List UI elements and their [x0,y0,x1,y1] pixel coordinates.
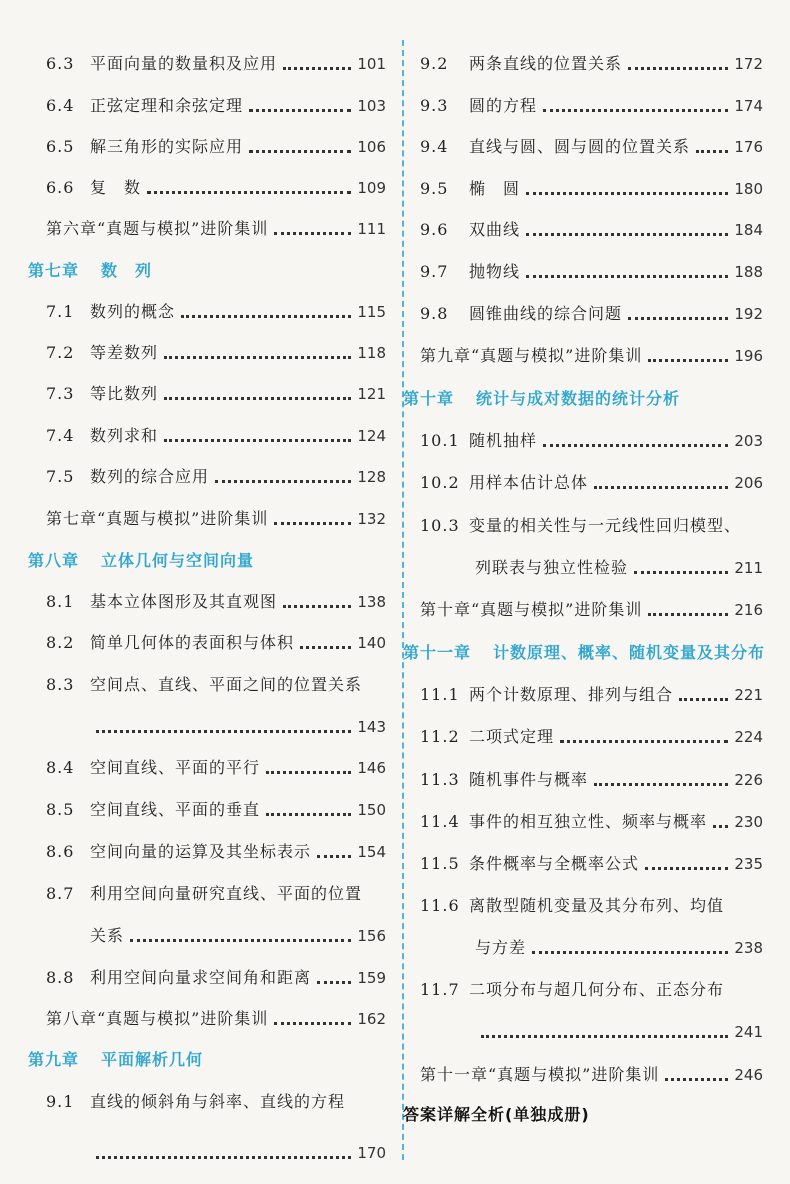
section-title: 空间直线、平面的平行 [90,758,261,777]
section-title: 第六章“真题与模拟”进阶集训 [46,219,269,238]
page-number: 196 [734,347,763,365]
dot-leader [543,109,728,112]
toc-entry[interactable] [420,254,763,282]
chapter-label: 第九章 [28,1050,80,1069]
dot-leader [300,646,351,649]
dot-leader [96,730,351,733]
section-title: 圆锥曲线的综合问题 [469,304,623,323]
chapter-label: 第八章 [28,551,80,570]
chapter-title: 平面解析几何 [101,1050,204,1069]
toc-entry[interactable] [46,170,386,198]
section-number: 11.3 [420,770,460,789]
section-title: 基本立体图形及其直观图 [90,592,278,611]
chapter-heading [28,1044,203,1070]
chapter-title: 立体几何与空间向量 [101,551,255,570]
page-number: 246 [734,1066,763,1084]
chapter-title: 统计与成对数据的统计分析 [476,389,681,408]
toc-entry[interactable] [420,296,763,324]
section-number: 10.2 [420,473,460,492]
section-number: 10.3 [420,516,460,535]
page-number: 146 [357,759,386,777]
toc-entry[interactable] [90,1135,386,1163]
section-title: 平面向量的数量积及应用 [90,54,278,73]
toc-entry[interactable] [420,846,763,874]
page-number: 121 [357,385,386,403]
section-title: 直线的倾斜角与斜率、直线的方程 [90,1092,346,1111]
section-title: 变量的相关性与一元线性回归模型、 [469,516,742,535]
section-number: 8.3 [46,675,75,694]
section-number: 8.4 [46,758,75,777]
toc-entry[interactable] [46,294,386,322]
page-number: 241 [734,1023,763,1041]
page-number: 111 [357,220,386,238]
section-title: 空间直线、平面的垂直 [90,800,261,819]
dot-leader [526,275,728,278]
toc-entry[interactable] [420,423,763,451]
dot-leader [543,444,728,447]
section-title: 等比数列 [90,384,159,403]
chapter-label: 第十一章 [403,643,472,662]
section-number: 7.5 [46,467,75,486]
toc-entry[interactable] [46,418,386,446]
section-number: 6.6 [46,178,75,197]
page-number: 206 [734,474,763,492]
section-title: 第八章“真题与模拟”进阶集训 [46,1009,269,1028]
toc-entry[interactable] [46,88,386,116]
section-number: 11.4 [420,812,460,831]
chapter-heading [403,383,680,409]
dot-leader [147,191,351,194]
page-number: 188 [734,263,763,281]
dot-leader [215,480,351,483]
chapter-heading [28,545,254,571]
page-number: 156 [357,927,386,945]
page-number: 180 [734,180,763,198]
toc-entry[interactable] [46,335,386,363]
section-title: 双曲线 [469,220,521,239]
toc-entry[interactable] [475,1014,763,1042]
dot-leader [266,771,351,774]
toc-entry[interactable] [46,1084,386,1112]
page-number: 143 [357,718,386,736]
section-number: 9.4 [420,137,449,156]
dot-leader [274,232,351,235]
dot-leader [164,397,351,400]
section-number: 9.7 [420,262,449,281]
section-title: 二项分布与超几何分布、正态分布 [469,980,725,999]
section-title: 与方差 [475,938,527,957]
section-title: 列联表与独立性检验 [475,558,629,577]
dot-leader [164,356,351,359]
section-number: 9.1 [46,1092,75,1111]
section-number: 8.5 [46,800,75,819]
section-number: 6.5 [46,137,75,156]
page-number: 128 [357,468,386,486]
toc-entry[interactable] [90,709,386,737]
page-number: 221 [734,686,763,704]
dot-leader [628,317,728,320]
dot-leader [628,67,728,70]
page-number: 211 [734,559,763,577]
section-number: 7.2 [46,343,75,362]
section-number: 9.8 [420,304,449,323]
section-number: 9.6 [420,220,449,239]
section-number: 10.1 [420,431,460,450]
toc-entry[interactable] [46,376,386,404]
toc-entry[interactable] [420,508,763,536]
dot-leader [317,981,351,984]
section-title: 直线与圆、圆与圆的位置关系 [469,137,691,156]
page-number: 203 [734,432,763,450]
page-number: 103 [357,97,386,115]
page-number: 216 [734,601,763,619]
section-title: 第七章“真题与模拟”进阶集训 [46,509,269,528]
section-title: 随机事件与概率 [469,770,589,789]
dot-leader [283,605,351,608]
toc-entry[interactable] [46,459,386,487]
section-title: 复 数 [90,178,142,197]
review-entry[interactable] [46,1001,386,1029]
toc-entry[interactable] [420,888,763,916]
dot-leader [696,150,728,153]
dot-leader [648,613,728,616]
section-number: 8.6 [46,842,75,861]
section-number: 6.4 [46,96,75,115]
page-number: 238 [734,939,763,957]
section-title: 事件的相互独立性、频率与概率 [469,812,708,831]
page-number: 138 [357,593,386,611]
page-number: 192 [734,305,763,323]
section-title: 第十章“真题与模拟”进阶集训 [420,600,643,619]
dot-leader [532,951,728,954]
section-number: 9.2 [420,54,449,73]
section-number: 6.3 [46,54,75,73]
toc-entry[interactable] [420,804,763,832]
chapter-label: 第七章 [28,261,80,280]
toc-entry[interactable] [420,212,763,240]
section-number: 11.5 [420,854,460,873]
page-number: 101 [357,55,386,73]
toc-entry[interactable] [46,792,386,820]
page-number: 170 [357,1144,386,1162]
section-title: 用样本估计总体 [469,473,589,492]
dot-leader [317,855,351,858]
toc-entry[interactable] [46,960,386,988]
dot-leader [713,825,728,828]
section-title: 利用空间向量求空间角和距离 [90,968,312,987]
dot-leader [164,439,351,442]
toc-entry[interactable] [420,129,763,157]
page-number: 132 [357,510,386,528]
page-number: 159 [357,969,386,987]
dot-leader [130,939,351,942]
page-number: 226 [734,771,763,789]
page-number: 235 [734,855,763,873]
page-number: 109 [357,179,386,197]
page-number: 115 [357,303,386,321]
toc-entry[interactable] [46,584,386,612]
toc-entry[interactable] [46,876,386,904]
dot-leader [594,486,728,489]
dot-leader [526,233,728,236]
dot-leader [481,1035,728,1038]
section-title: 利用空间向量研究直线、平面的位置 [90,884,363,903]
page-number: 154 [357,843,386,861]
toc-entry[interactable] [420,88,763,116]
page-number: 162 [357,1010,386,1028]
section-number: 11.2 [420,727,460,746]
section-title: 两条直线的位置关系 [469,54,623,73]
dot-leader [665,1078,728,1081]
toc-entry[interactable] [420,719,763,747]
section-number: 7.3 [46,384,75,403]
section-title: 离散型随机变量及其分布列、均值 [469,896,725,915]
section-number: 8.8 [46,968,75,987]
section-number: 11.1 [420,685,460,704]
review-entry[interactable] [46,211,386,239]
page-number: 184 [734,221,763,239]
section-title: 第十一章“真题与模拟”进阶集训 [420,1065,660,1084]
section-title: 空间向量的运算及其坐标表示 [90,842,312,861]
toc-entry[interactable] [420,46,763,74]
section-title: 空间点、直线、平面之间的位置关系 [90,675,363,694]
section-title: 条件概率与全概率公式 [469,854,640,873]
chapter-label: 第十章 [403,389,455,408]
page-number: 224 [734,728,763,746]
dot-leader [679,698,728,701]
toc-entry[interactable] [46,129,386,157]
section-number: 7.4 [46,426,75,445]
section-number: 7.1 [46,302,75,321]
toc-entry[interactable] [420,171,763,199]
section-title: 关系 [90,926,125,945]
section-title: 圆的方程 [469,96,538,115]
toc-entry[interactable] [46,834,386,862]
section-title: 数列求和 [90,426,159,445]
page-number: 150 [357,801,386,819]
column-divider [402,40,404,1160]
chapter-heading [403,637,765,663]
toc-entry[interactable] [475,550,763,578]
section-number: 8.1 [46,592,75,611]
toc-entry[interactable] [46,667,386,695]
page-number: 140 [357,634,386,652]
section-title: 数列的概念 [90,302,176,321]
page-number: 230 [734,813,763,831]
dot-leader [634,571,728,574]
section-title: 两个计数原理、排列与组合 [469,685,674,704]
section-title: 正弦定理和余弦定理 [90,96,244,115]
dot-leader [526,192,728,195]
section-title: 随机抽样 [469,431,538,450]
dot-leader [648,359,728,362]
section-number: 11.7 [420,980,460,999]
section-title: 数列的综合应用 [90,467,210,486]
page-number: 106 [357,138,386,156]
section-title: 第九章“真题与模拟”进阶集训 [420,346,643,365]
page-number: 124 [357,427,386,445]
chapter-heading [28,255,152,281]
dot-leader [560,740,728,743]
toc-entry[interactable] [420,465,763,493]
review-entry[interactable] [420,592,763,620]
page-number: 174 [734,97,763,115]
review-entry[interactable] [420,1057,763,1085]
section-title: 简单几何体的表面积与体积 [90,633,295,652]
dot-leader [274,522,351,525]
section-number: 8.2 [46,633,75,652]
review-entry[interactable] [46,501,386,529]
page-number: 176 [734,138,763,156]
section-number: 9.3 [420,96,449,115]
dot-leader [96,1156,351,1159]
chapter-title: 计数原理、概率、随机变量及其分布 [493,643,766,662]
toc-entry[interactable] [475,930,763,958]
dot-leader [594,783,728,786]
dot-leader [266,813,351,816]
chapter-title: 数 列 [101,261,153,280]
toc-entry[interactable] [420,762,763,790]
toc-entry[interactable] [420,677,763,705]
dot-leader [181,315,351,318]
section-number: 8.7 [46,884,75,903]
section-title: 解三角形的实际应用 [90,137,244,156]
toc-entry[interactable] [90,918,386,946]
section-title: 抛物线 [469,262,521,281]
section-number: 9.5 [420,179,449,198]
section-title: 二项式定理 [469,727,555,746]
review-entry[interactable] [420,338,763,366]
dot-leader [249,150,351,153]
page-number: 118 [357,344,386,362]
answer-section-title: 答案详解全析(单独成册) [403,1105,590,1124]
toc-entry[interactable] [46,750,386,778]
toc-entry[interactable] [46,46,386,74]
section-title: 等差数列 [90,343,159,362]
dot-leader [283,67,351,70]
section-title: 椭 圆 [469,179,521,198]
toc-entry[interactable] [46,625,386,653]
dot-leader [645,867,728,870]
page-number: 172 [734,55,763,73]
section-number: 11.6 [420,896,460,915]
dot-leader [249,109,351,112]
dot-leader [274,1022,351,1025]
toc-entry[interactable] [420,972,763,1000]
